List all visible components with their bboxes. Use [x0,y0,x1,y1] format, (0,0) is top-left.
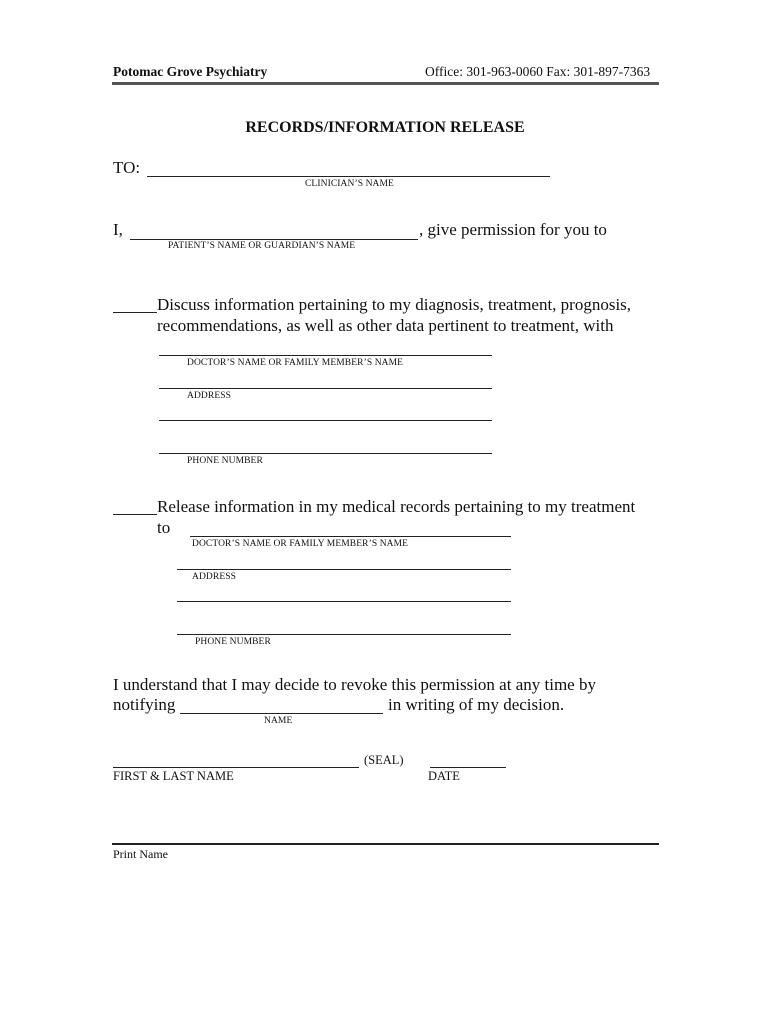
revoke-name-field[interactable] [180,713,383,714]
patient-name-field[interactable] [130,239,418,240]
permission-prefix: I, [113,220,123,239]
contact-info: Office: 301-963-0060 Fax: 301-897-7363 [425,64,651,79]
header-rule [112,82,659,85]
discuss-phone-caption: PHONE NUMBER [187,456,263,466]
date-label: DATE [428,769,460,783]
revoke-text-line1: I understand that I may decide to revoke this permission at any time by [113,675,596,694]
release-phone-caption: PHONE NUMBER [195,637,271,647]
seal-label: (SEAL) [364,753,404,767]
print-name-label: Print Name [113,847,168,861]
discuss-phone-field[interactable] [159,453,492,454]
release-text-line1: Release information in my medical records pertaining to my treatment [157,497,636,516]
clinician-name-field[interactable] [147,176,550,177]
to-label: TO: [113,158,141,177]
revoke-name-caption: NAME [264,716,293,726]
discuss-address-field[interactable] [159,388,492,389]
clinician-name-caption: CLINICIAN’S NAME [305,179,394,189]
signature-field[interactable] [113,767,359,768]
patient-name-caption: PATIENT’S NAME OR GUARDIAN’S NAME [168,241,356,251]
discuss-text-line1: Discuss information pertaining to my diagnosis, treatment, prognosis, [157,295,632,314]
release-checkbox-blank[interactable] [113,514,157,515]
revoke-text-suffix: in writing of my decision. [388,695,565,714]
release-name-caption: DOCTOR’S NAME OR FAMILY MEMBER’S NAME [192,539,409,549]
permission-suffix: , give permission for you to [419,220,607,239]
first-last-name-label: FIRST & LAST NAME [113,769,234,783]
practice-name: Potomac Grove Psychiatry [113,64,268,79]
release-name-field[interactable] [190,536,511,537]
discuss-address-caption: ADDRESS [187,391,231,401]
print-name-rule[interactable] [112,843,659,845]
discuss-text-line2: recommendations, as well as other data pertinent to treatment, with [157,316,614,335]
discuss-name-field[interactable] [159,355,492,356]
release-address-field[interactable] [177,569,511,570]
discuss-address-field-2[interactable] [159,420,492,421]
discuss-checkbox-blank[interactable] [113,312,157,313]
revoke-notifying-label: notifying [113,695,176,714]
release-phone-field[interactable] [177,634,511,635]
release-address-field-2[interactable] [177,601,511,602]
form-title: RECORDS/INFORMATION RELEASE [245,119,525,136]
release-to-label: to [157,518,171,537]
release-address-caption: ADDRESS [192,572,236,582]
date-field[interactable] [430,767,506,768]
discuss-name-caption: DOCTOR’S NAME OR FAMILY MEMBER’S NAME [187,358,404,368]
